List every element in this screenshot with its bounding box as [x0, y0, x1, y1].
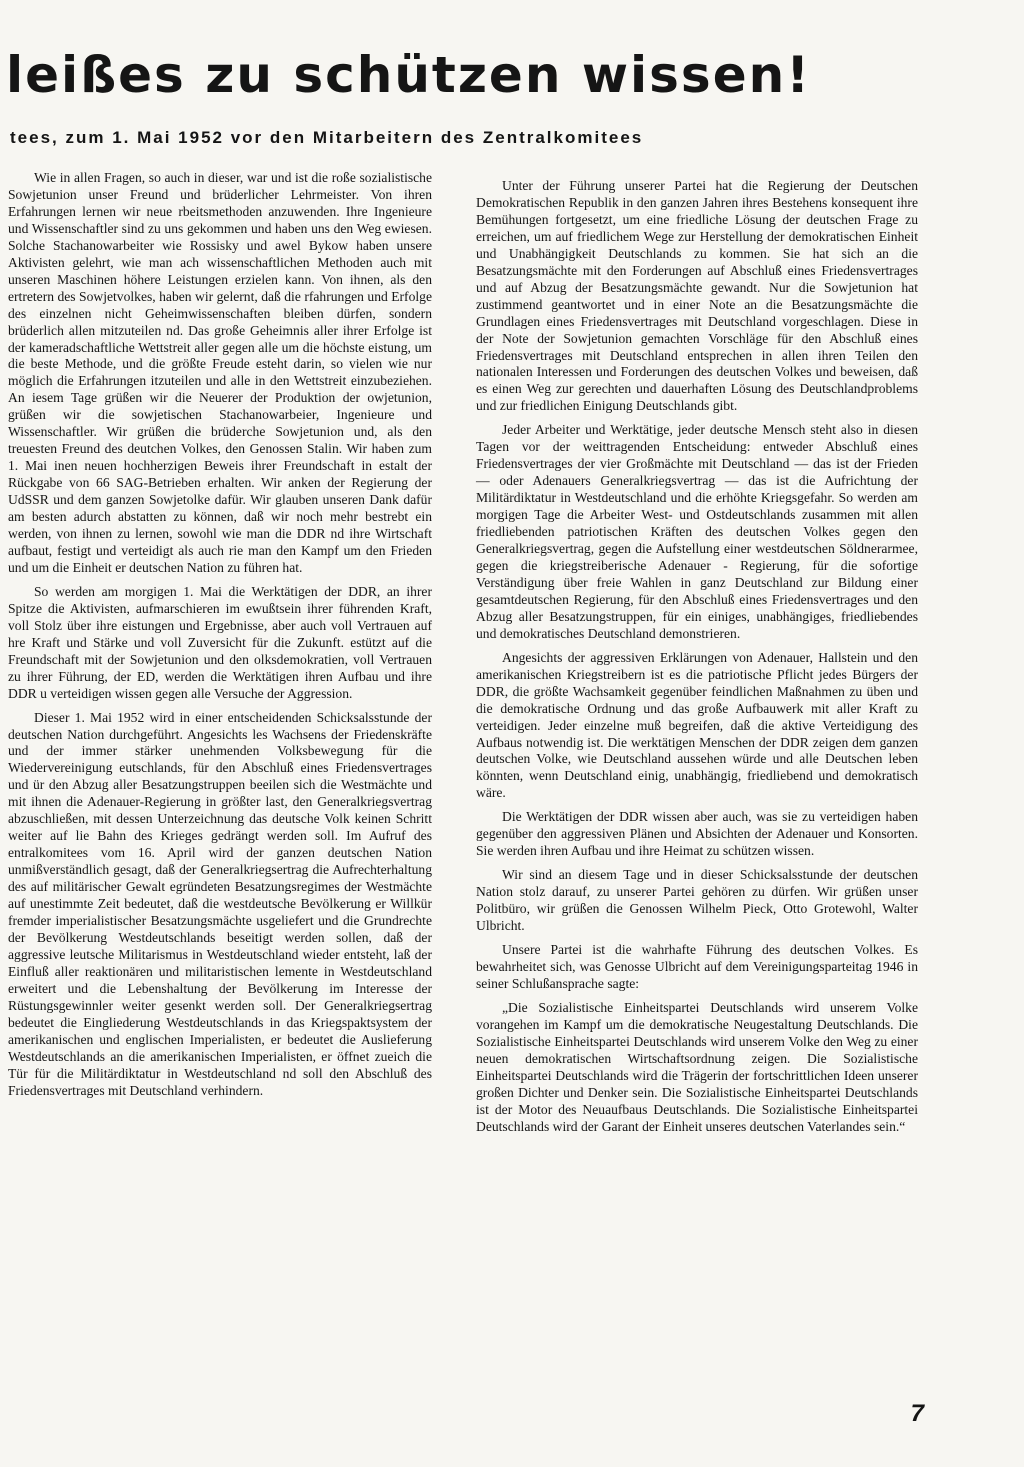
right-paragraph-5: Wir sind an diesem Tage und in dieser Schicksalsstunde der deutschen Nation stolz darauf, zu unserer Partei gehören zu dürfen. Wir grüßen unser Politbüro, wir grüßen die Genossen Wilhelm Pieck, Otto Grotewohl, Walter Ulbricht. [476, 867, 918, 934]
right-paragraph-6: Unsere Partei ist die wahrhafte Führung des deutschen Volkes. Es bewahrheitet sich, was Genosse Ulbricht auf dem Vereinigungsparteitag 1946 in seiner Schlußansprache sagte: [476, 941, 918, 991]
left-column [8, 170, 432, 1106]
right-column [476, 170, 918, 1142]
right-paragraph-quote: „Die Sozialistische Einheitspartei Deutschlands wird unserem Volke vorangehen im Kampf um die demokratische Neugestaltung Deutschlands. Die Sozialistische Einheitspartei Deutschlands wird unserem Volke den Weg zu einer neuen demokratischen Wirtschaftsordnung zeigen. Die Sozialistische Einheitspartei Deutschlands wird die Trägerin der fortschrittlichen Ideen unserer großen Dichter und Denker sein. Die Sozialistische Einheitspartei Deutschlands ist der Motor des Neuaufbaus Deutschlands. Die Sozialistische Einheitspartei Deutschlands wird der Garant der Einheit unseres deutschen Vaterlandes sein.“ [476, 999, 918, 1134]
subheadline: tees, zum 1. Mai 1952 vor den Mitarbeitern des Zentralkomitees [10, 128, 644, 147]
right-paragraph-4: Die Werktätigen der DDR wissen aber auch, was sie zu verteidigen haben gegenüber den aggressiven Plänen und Absichten der Adenauer und Konsorten. Sie werden ihren Aufbau und ihre Heimat zu schützen wissen. [476, 809, 918, 859]
left-paragraph-2: So werden am morgigen 1. Mai die Werktätigen der DDR, an ihrer Spitze die Aktivisten, aufmarschieren im ewußtsein ihrer führenden Kraft, voll Stolz über ihre eistungen und Ergebnisse, aber auch voll Vertrauen auf hre Kraft und Stärke und voll Zuversicht für die Zukunft. estützt auf die Freundschaft mit der Sowjetunion und den olksdemokratien, voll Vertrauen zu ihrer Führung, der ED, werden die Werktätigen ihren Aufbau und ihre DDR u verteidigen wissen gegen alle Versuche der Aggression. [8, 583, 432, 701]
right-paragraph-2: Jeder Arbeiter und Werktätige, jeder deutsche Mensch steht also in diesen Tagen vor der weittragenden Entscheidung: entweder Abschluß eines Friedensvertrages der vier Großmächte mit Deutschland — das ist der Frieden — oder Adenauers Generalkriegsvertrag — das ist die Aufrichtung der Militärdiktatur in Westdeutschland und die erhöhte Kriegsgefahr. So werden am morgigen Tage die Arbeiter West- und Ostdeutschlands zusammen mit allen friedliebenden patriotischen Kräften des deutschen Volkes gegen den Generalkriegsvertrag, gegen die Aufstellung einer westdeutschen Söldnerarmee, gegen die kriegstreiberische Adenauer - Regierung, für die sofortige Verständigung über freie Wahlen in ganz Deutschland zur Bildung einer gesamtdeutschen Regierung, für den Abschluß eines Friedensvertrages und den Abzug aller Besatzungstruppen, für ein einiges, unabhängiges, friedliebendes und demokratisches Deutschland demonstrieren. [476, 422, 918, 641]
headline: leißes zu schützen wissen! [6, 46, 812, 104]
left-paragraph-1: Wie in allen Fragen, so auch in dieser, war und ist die roße sozialistische Sowjetunion unser Freund und brüderlicher Lehrmeister. Von ihren Erfahrungen lernen wir neue rbeitsmethoden anzuwenden. Ihre Ingenieure und Wissenschaftler sind zu uns gekommen und haben uns den Weg ewiesen. Solche Stachanowarbeiter wie Rossisky und awel Bykow haben unsere Aktivisten gelehrt, wie man ach wissenschaftlichen Methoden auch mit unseren Maschinen höhere Leistungen erzielen kann. Von ihnen, als den ertretern des Sowjetvolkes, haben wir gelernt, daß die rfahrungen und Erfolge des einzelnen nicht Geheimwissenschaften bleiben dürfen, sondern brüderlich allen mitzuteilen nd. Das große Geheimnis aller ihrer Erfolge ist der kameradschaftliche Wettstreit aller gegen alle um die höchste eistung, um die beste Methode, und die größte Freude esteht darin, so vielen wie nur möglich die Erfahrungen itzuteilen und alle in den Wettstreit einzubeziehen. An iesem Tage grüßen wir die Neuerer der Produktion der owjetunion, grüßen wir die sowjetischen Stachanowarbeier, Ingenieure und Wissenschaftler. Wir grüßen die brüderche Sowjetunion und, als den treuesten Freund des deutchen Volkes, den Genossen Stalin. Wir haben zum 1. Mai inen neuen hochherzigen Beweis ihrer Freundschaft in estalt der Rückgabe von 66 SAG-Betrieben erhalten. Wir anken der Regierung der UdSSR und dem ganzen Sowjetolke dafür. Wir glauben unseren Dank dafür am besten adurch abstatten zu können, daß wir noch mehr bestrebt ein werden, von ihnen zu lernen, sowohl wie man die DDR nd ihre Wirtschaft aufbaut, festigt und verteidigt als auch rie man den Kampf um den Frieden und um die Einheit er deutschen Nation zu führen hat. [8, 170, 432, 575]
right-paragraph-1: Unter der Führung unserer Partei hat die Regierung der Deutschen Demokratischen Republik in den ganzen Jahren ihres Bestehens konsequent ihre Bemühungen fortgesetzt, um eine friedliche Lösung der deutschen Frage zu erreichen, um auf friedlichem Wege zur Herstellung der demokratischen Einheit und Unabhängigkeit Deutschlands zu kommen. Sie hat sich an die Besatzungsmächte mit den Forderungen auf Abschluß eines Friedensvertrages und auf Abzug der Besatzungsmächte gewandt. Nur die Sowjetunion hat zustimmend geantwortet und in einer Note an die Besatzungsmächte die Grundlagen eines Friedensvertrages mit Deutschland vorgeschlagen. Diese in der Note der Sowjetunion gemachten Vorschläge für den Abschluß eines Friedensvertrages mit Deutschland entsprechen in allen ihren Teilen den nationalen Interessen und Forderungen des deutschen Volkes und beweisen, daß es einen Weg zur gerechten und dauerhaften Lösung des Deutschlandproblems und zur friedlichen Einigung Deutschlands gibt. [476, 178, 918, 414]
right-paragraph-3: Angesichts der aggressiven Erklärungen von Adenauer, Hallstein und den amerikanischen Kriegstreibern ist es die patriotische Pflicht jedes Bürgers der DDR, die größte Wachsamkeit gegenüber feindlichen Maßnahmen zu üben und die demokratische Ordnung und das große Aufbauwerk mit aller Kraft zu verteidigen. Jeder einzelne muß begreifen, daß die aktive Verteidigung des Aufbaus notwendig ist. Die werktätigen Menschen der DDR zeigen dem ganzen deutschen Volke, wie Deutschland aussehen würde und alle Deutschen leben könnten, wenn Deutschland einig, unabhängig, friedliebend und demokratisch wäre. [476, 649, 918, 801]
page-number: 7 [910, 1400, 924, 1427]
left-paragraph-3: Dieser 1. Mai 1952 wird in einer entscheidenden Schicksalsstunde der deutschen Nation durchgeführt. Angesichts les Wachsens der Friedenskräfte und der immer stärker unehmenden Volksbewegung für die Wiedervereinigung eutschlands, für den Abschluß eines Friedensvertrages und ür den Abzug aller Besatzungstruppen beeilen sich die Westmächte und mit ihnen die Adenauer-Regierung in größter last, den Generalkriegsvertrag abzuschließen, mit dessen Unterzeichnung das deutsche Volk keinen Schritt weiter auf lie Bahn des Krieges gedrängt werden soll. Im Aufruf des entralkomitees vom 16. April wird der ganzen deutschen Nation unmißverständlich gesagt, daß der Generalkriegsertrag die Aufrechterhaltung des auf militärischer Gewalt egründeten Besatzungsregimes der Westmächte auf unestimmte Zeit bedeutet, daß die westdeutsche Bevölkerung er Willkür fremder imperialistischer Besatzungsmächte usgeliefert und die Grundrechte der Bevölkerung Westdeutschlands beseitigt werden sollen, daß der aggressive leutsche Militarismus in Westdeutschland wieder entsteht, laß der Einfluß aller reaktionären und militaristischen lemente in Westdeutschland erweitert und die Lebenshaltung der Bevölkerung im Interesse der Rüstungsgewinnler weiter gesenkt werden soll. Der Generalkriegsertrag bedeutet die Eingliederung Westdeutschlands in das Kriegspaktsystem der amerikanischen und englischen Imperialisten, er bedeutet die Auslieferung Westdeutschlands an die amerikanischen Imperialisten, er öffnet zueich die Tür für die Militärdiktatur in Westdeutschland nd soll den Abschluß des Friedensvertrages mit Deutschland verhindern. [8, 709, 432, 1098]
